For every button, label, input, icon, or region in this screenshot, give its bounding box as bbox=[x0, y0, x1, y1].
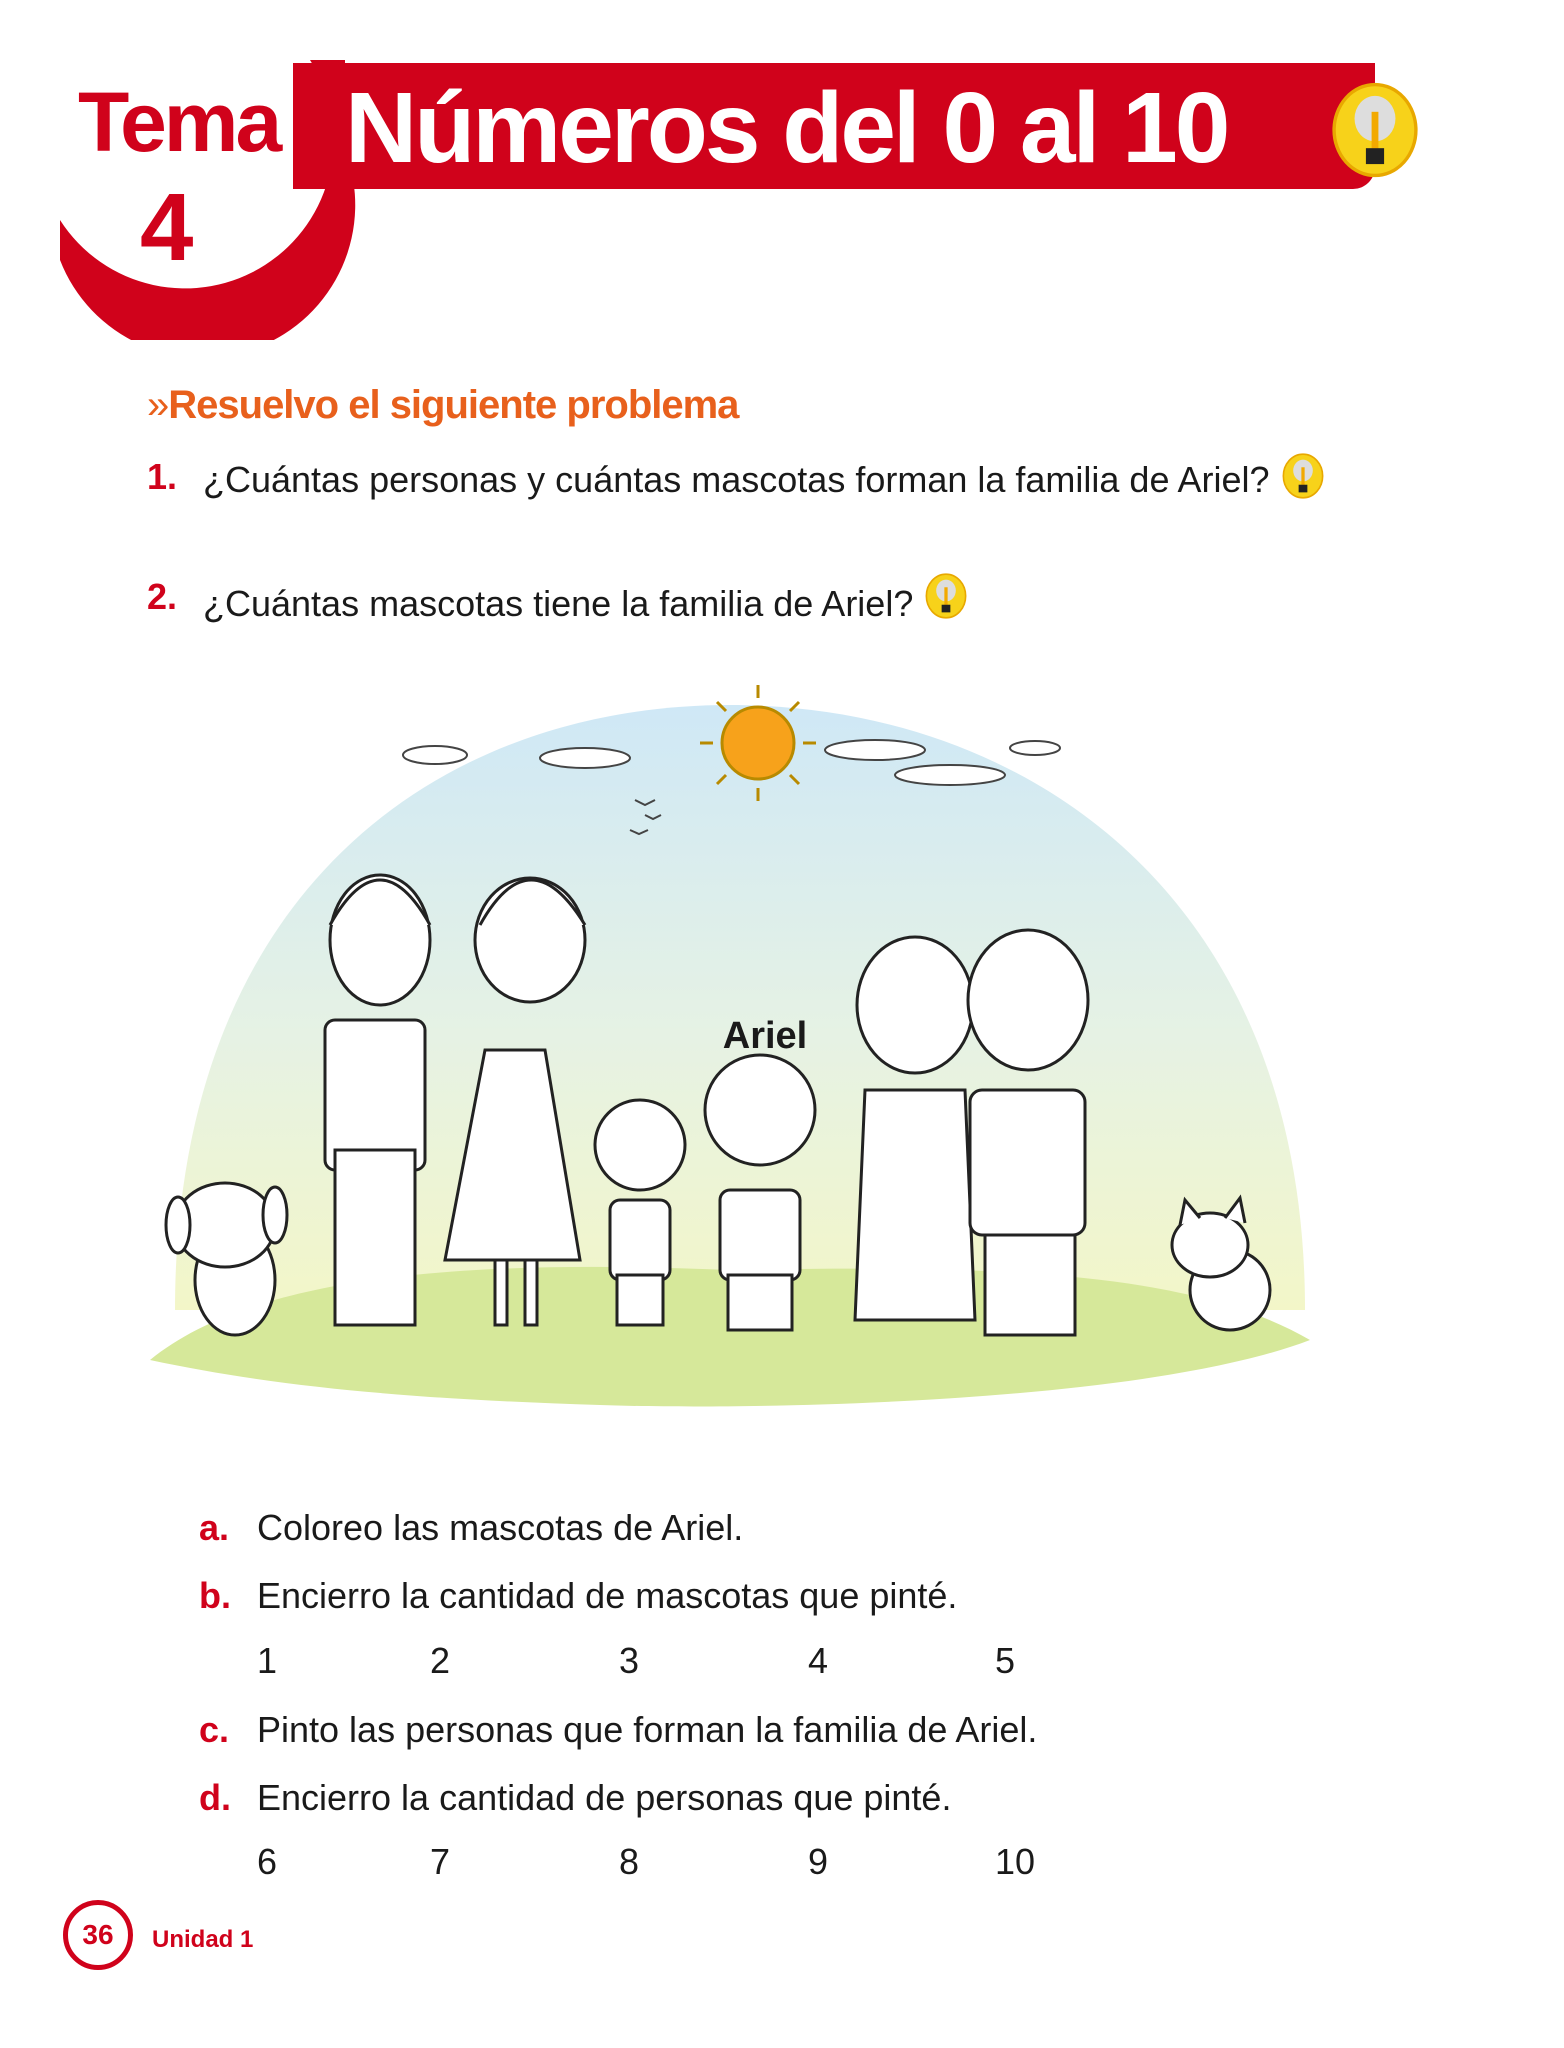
question-number: 1. bbox=[147, 456, 178, 497]
option-number[interactable]: 10 bbox=[995, 1841, 1036, 1882]
question-number: 2. bbox=[147, 576, 178, 617]
question-text: ¿Cuántas personas y cuántas mascotas forman la familia de Ariel? bbox=[203, 452, 1375, 505]
page-number-text: 36 bbox=[82, 1919, 114, 1950]
option-number[interactable]: 8 bbox=[619, 1841, 640, 1882]
section-marker: » bbox=[147, 383, 169, 427]
option-number[interactable]: 2 bbox=[430, 1640, 451, 1681]
unit-label: Unidad 1 bbox=[152, 1926, 254, 1953]
task-text: Pinto las personas que forman la familia de Ariel. bbox=[257, 1709, 1038, 1750]
page-title: Números del 0 al 10 bbox=[345, 72, 1228, 184]
grandmother bbox=[855, 937, 975, 1320]
option-number[interactable]: 6 bbox=[257, 1841, 278, 1882]
father bbox=[325, 875, 430, 1325]
option-number[interactable]: 4 bbox=[808, 1640, 829, 1681]
task-letter: a. bbox=[199, 1507, 230, 1548]
family-illustration bbox=[140, 670, 1320, 1415]
lightbulb-pencil-icon bbox=[1328, 80, 1422, 180]
question-text: ¿Cuántas mascotas tiene la familia de Ariel? bbox=[203, 572, 969, 629]
option-number[interactable]: 7 bbox=[430, 1841, 451, 1882]
task-text: Coloreo las mascotas de Ariel. bbox=[257, 1507, 744, 1548]
task-letter: d. bbox=[199, 1777, 231, 1818]
page-number bbox=[63, 1900, 133, 1970]
section-heading bbox=[147, 383, 738, 428]
task-text: Encierro la cantidad de personas que pinté. bbox=[257, 1777, 952, 1818]
ariel-label: Ariel bbox=[722, 1015, 808, 1057]
option-number[interactable]: 3 bbox=[619, 1640, 640, 1681]
lightbulb-pencil-icon bbox=[923, 572, 969, 620]
option-number[interactable]: 5 bbox=[995, 1640, 1016, 1681]
tema-number: 4 bbox=[140, 174, 194, 281]
option-number[interactable]: 9 bbox=[808, 1841, 829, 1882]
task-letter: b. bbox=[199, 1575, 231, 1616]
task-letter: c. bbox=[199, 1709, 230, 1750]
task-text: Encierro la cantidad de mascotas que pinté. bbox=[257, 1575, 958, 1616]
lightbulb-pencil-icon bbox=[1280, 452, 1326, 500]
section-title: Resuelvo el siguiente problema bbox=[168, 383, 739, 427]
tema-label: Tema bbox=[78, 75, 280, 169]
grandfather bbox=[968, 930, 1088, 1335]
option-number[interactable]: 1 bbox=[257, 1640, 278, 1681]
